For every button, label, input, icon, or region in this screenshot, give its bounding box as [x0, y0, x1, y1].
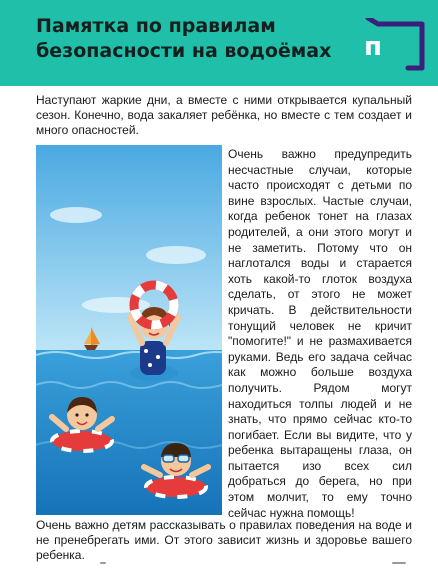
closing-paragraph: Очень важно детям рассказывать о правилах поведения на воде и не пренебрегать ими. От этого зависит жизнь и здоровье вашего ребенка.: [36, 518, 412, 562]
children-swimming-illustration-icon: [36, 145, 222, 515]
brand-arrow-logo-icon: [364, 18, 430, 76]
footer-divider: [0, 562, 438, 570]
page-title: Памятка по правилам безопасности на водоёмах: [36, 15, 332, 62]
intro-paragraph: Наступают жаркие дни, а вместе с ними открывается купальный сезон. Конечно, вода закаляет ребёнка, но вместе с тем создает и много опасностей.: [36, 93, 412, 137]
logo-letter: п: [364, 32, 382, 62]
drowning-warning-paragraph: Очень важно предупредить несчастные случаи, которые часто происходят с детьми по вине взрослых. Частые случаи, когда ребенок тонет на глазах родителей, а они этого могут и не заметить. Потому что он наглотался воды и старается хоть какой-то глоток воздуха сделать, от этого не может кричать. В действительности тонущий человек не кричит "помогите!" и не размахивается руками. Ведь его задача сейчас как можно больше воздуха получить. Рядом могут находиться толпы людей и не знать, что прямо сейчас кто-то погибает. Если вы видите, что у ребенка вытаращены глаза, он пытается изо всех сил добраться до берега, но при этом молчит, то ему точно сейчас нужна помощь!: [228, 147, 412, 520]
header-banner: [0, 0, 438, 86]
